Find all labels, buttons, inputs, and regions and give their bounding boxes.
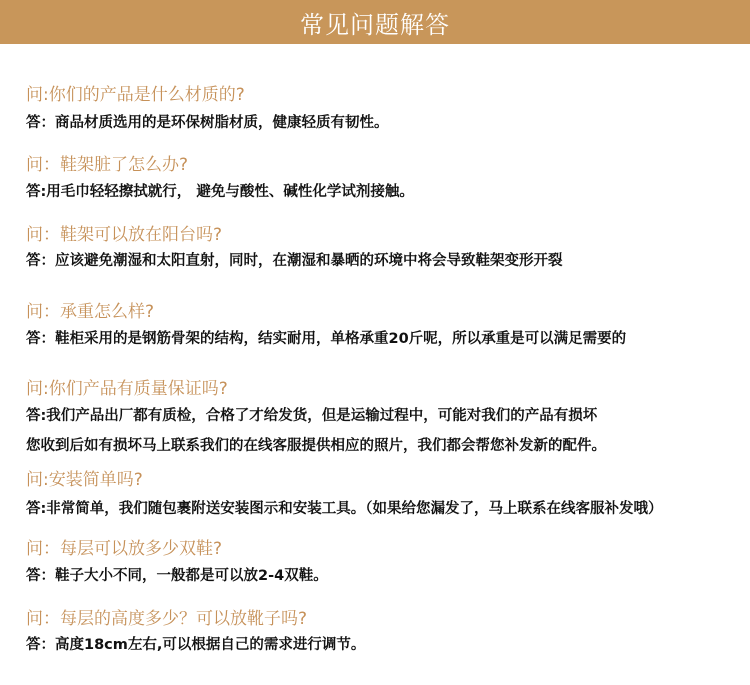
faq-list bbox=[0, 44, 750, 685]
faq-answer-4: 答：鞋柜采用的是钢筋骨架的结构，结实耐用，单格承重20斤呢，所以承重是可以满足需要的 bbox=[26, 331, 627, 347]
faq-answer-2: 答:用毛巾轻轻擦拭就行， 避免与酸性、碱性化学试剂接触。 bbox=[26, 184, 414, 200]
faq-question-3: 问：鞋架可以放在阳台吗? bbox=[26, 225, 223, 245]
faq-question-1: 问:你们的产品是什么材质的? bbox=[26, 85, 245, 105]
faq-question-8: 问：每层的高度多少？可以放靴子吗? bbox=[26, 609, 308, 629]
faq-answer-5-line-2: 您收到后如有损坏马上联系我们的在线客服提供相应的照片，我们都会帮您补发新的配件。 bbox=[26, 438, 606, 454]
faq-header-banner bbox=[0, 0, 750, 44]
faq-question-6: 问:安装简单吗? bbox=[26, 470, 143, 490]
faq-question-7: 问：每层可以放多少双鞋? bbox=[26, 539, 223, 559]
faq-question-4: 问：承重怎么样? bbox=[26, 302, 155, 322]
faq-question-2: 问：鞋架脏了怎么办? bbox=[26, 155, 189, 175]
faq-answer-5-line-1: 答:我们产品出厂都有质检，合格了才给发货，但是运输过程中，可能对我们的产品有损坏 bbox=[26, 408, 598, 424]
faq-answer-3: 答：应该避免潮湿和太阳直射，同时，在潮湿和暴晒的环境中将会导致鞋架变形开裂 bbox=[26, 253, 563, 269]
faq-answer-7: 答：鞋子大小不同，一般都是可以放2-4双鞋。 bbox=[26, 568, 328, 584]
faq-answer-1: 答：商品材质选用的是环保树脂材质，健康轻质有韧性。 bbox=[26, 115, 389, 131]
faq-answer-6: 答:非常简单，我们随包裹附送安装图示和安装工具。（如果给您漏发了，马上联系在线客服补发哦） bbox=[26, 501, 663, 517]
page-title: 常见问题解答 bbox=[300, 10, 450, 39]
faq-answer-8: 答：高度18cm左右,可以根据自己的需求进行调节。 bbox=[26, 637, 366, 653]
faq-question-5: 问:你们产品有质量保证吗? bbox=[26, 379, 228, 399]
